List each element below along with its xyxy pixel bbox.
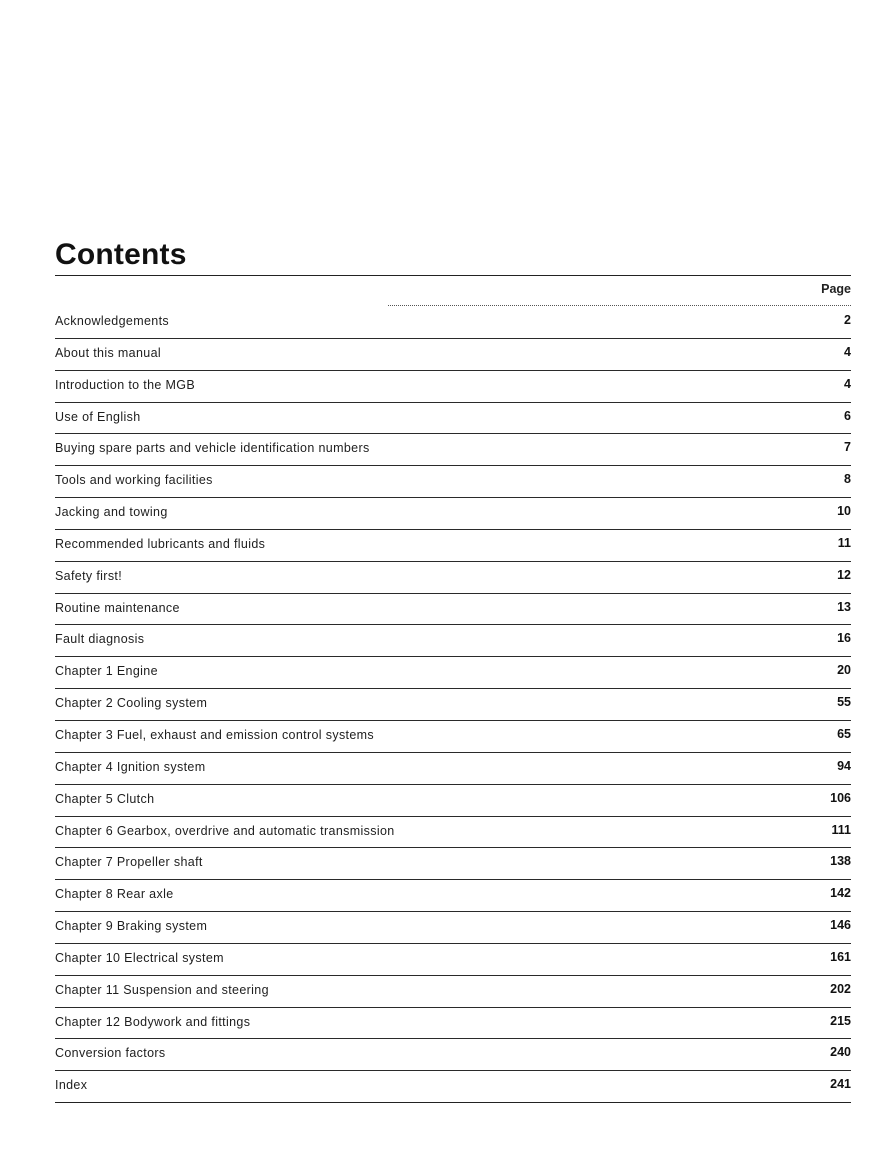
toc-entry-title: Chapter 3 Fuel, exhaust and emission control systems xyxy=(55,727,375,742)
toc-entry-title: Tools and working facilities xyxy=(55,473,213,488)
toc-entry xyxy=(55,944,851,976)
toc-entry-page-number: 65 xyxy=(837,726,851,741)
toc-entry-page-number: 8 xyxy=(844,472,851,487)
toc-entry-page-number: 4 xyxy=(844,344,851,359)
toc-entry-title: Index xyxy=(55,1078,88,1093)
toc-entry-title: Chapter 10 Electrical system xyxy=(55,950,224,965)
toc-entry-page-number: 10 xyxy=(837,504,851,519)
toc-entry xyxy=(55,817,851,849)
toc-entry xyxy=(55,976,851,1008)
toc-entry-page-number: 161 xyxy=(830,949,851,964)
page-column-header xyxy=(55,280,851,306)
toc-entry-page-number: 94 xyxy=(837,758,851,773)
toc-entry-title: Recommended lubricants and fluids xyxy=(55,536,266,551)
toc-entry xyxy=(55,912,851,944)
title-rule xyxy=(55,275,851,276)
toc-entry-title: Conversion factors xyxy=(55,1046,166,1061)
toc-entry-title: Use of English xyxy=(55,409,141,424)
toc-entry-title: Chapter 11 Suspension and steering xyxy=(55,982,269,997)
toc-entry-title: Routine maintenance xyxy=(55,600,180,615)
toc-entry-page-number: 12 xyxy=(837,567,851,582)
toc-entry-title: Chapter 9 Braking system xyxy=(55,919,208,934)
toc-entry xyxy=(55,753,851,785)
header-divider xyxy=(388,305,851,306)
table-of-contents xyxy=(55,307,851,1103)
toc-entry xyxy=(55,657,851,689)
toc-entry-title: Safety first! xyxy=(55,568,123,583)
toc-entry xyxy=(55,848,851,880)
page-title: Contents xyxy=(55,238,187,271)
toc-entry-title: Chapter 2 Cooling system xyxy=(55,696,208,711)
toc-entry xyxy=(55,1039,851,1071)
toc-entry-page-number: 4 xyxy=(844,376,851,391)
toc-entry-page-number: 111 xyxy=(831,822,851,837)
toc-entry xyxy=(55,562,851,594)
toc-entry-page-number: 11 xyxy=(837,535,851,550)
toc-entry xyxy=(55,689,851,721)
toc-entry xyxy=(55,371,851,403)
toc-entry xyxy=(55,403,851,435)
toc-entry xyxy=(55,498,851,530)
toc-entry-page-number: 138 xyxy=(830,854,851,869)
toc-entry-page-number: 240 xyxy=(830,1045,851,1060)
toc-entry-page-number: 202 xyxy=(830,981,851,996)
toc-entry xyxy=(55,339,851,371)
toc-entry xyxy=(55,721,851,753)
toc-entry-page-number: 20 xyxy=(837,663,851,678)
toc-entry xyxy=(55,625,851,657)
toc-entry-page-number: 106 xyxy=(830,790,851,805)
toc-entry xyxy=(55,307,851,339)
toc-entry xyxy=(55,1071,851,1103)
toc-entry-title: Chapter 5 Clutch xyxy=(55,791,155,806)
toc-entry-page-number: 146 xyxy=(830,918,851,933)
toc-entry-title: Chapter 12 Bodywork and fittings xyxy=(55,1014,251,1029)
toc-entry xyxy=(55,466,851,498)
toc-entry-page-number: 7 xyxy=(844,440,851,455)
toc-entry-page-number: 241 xyxy=(830,1077,851,1092)
toc-entry xyxy=(55,880,851,912)
toc-entry-title: Acknowledgements xyxy=(55,314,169,328)
page-column-label: Page xyxy=(821,282,851,296)
toc-entry-title: Introduction to the MGB xyxy=(55,377,196,392)
toc-entry-page-number: 13 xyxy=(837,599,851,614)
toc-entry-page-number: 215 xyxy=(830,1013,851,1028)
toc-entry-title: Chapter 1 Engine xyxy=(55,664,158,679)
toc-entry-title: Chapter 7 Propeller shaft xyxy=(55,855,203,870)
toc-entry xyxy=(55,434,851,466)
toc-entry xyxy=(55,594,851,626)
toc-entry-page-number: 2 xyxy=(844,313,851,327)
toc-entry-title: Fault diagnosis xyxy=(55,632,145,647)
toc-entry xyxy=(55,785,851,817)
toc-entry-page-number: 16 xyxy=(837,631,851,646)
toc-entry-page-number: 6 xyxy=(844,408,851,423)
toc-entry-page-number: 142 xyxy=(830,886,851,901)
toc-entry-page-number: 55 xyxy=(837,695,851,710)
toc-entry-title: About this manual xyxy=(55,345,162,360)
toc-entry-title: Chapter 8 Rear axle xyxy=(55,887,174,902)
toc-entry xyxy=(55,530,851,562)
toc-entry-title: Chapter 6 Gearbox, overdrive and automatic transmission xyxy=(55,823,395,838)
toc-entry-title: Chapter 4 Ignition system xyxy=(55,759,206,774)
toc-entry-title: Buying spare parts and vehicle identification numbers xyxy=(55,441,370,456)
toc-entry-title: Jacking and towing xyxy=(55,505,168,520)
toc-entry xyxy=(55,1008,851,1040)
